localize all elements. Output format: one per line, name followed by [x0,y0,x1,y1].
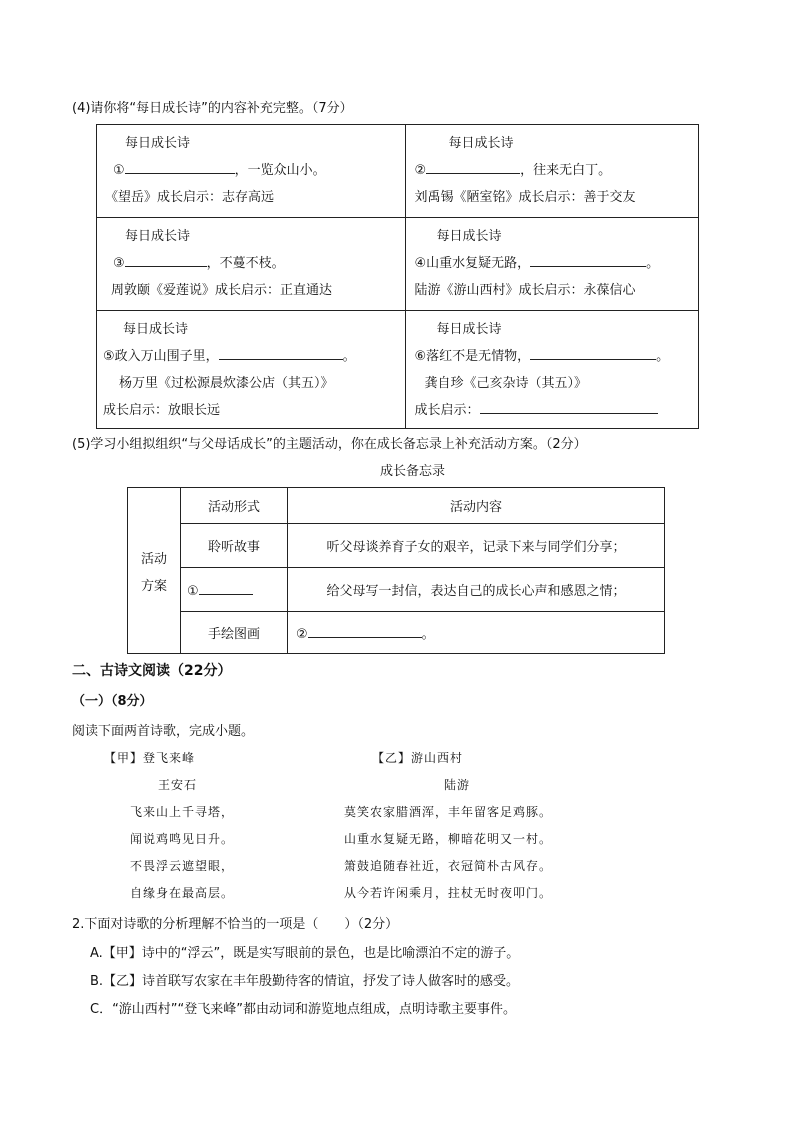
q2-stem: 2.下面对诗歌的分析理解不恰当的一项是（ ）（2分） [72,917,399,932]
label-line-1: 活动 [140,551,167,567]
form-cell: 手绘图画 [181,612,288,654]
answer-blank[interactable] [480,399,658,414]
poem-b-line: 箫鼓追随春社近，衣冠简朴古风存。 [344,859,553,873]
poem-line: ④山重水复疑无路， [414,256,531,271]
q4-prompt: (4)请你将“每日成长诗”的内容补充完整。（7分） [72,101,353,116]
growth-insight: 成长启示：放眼长远 [103,403,221,418]
poem-b-author: 陆游 [444,778,471,792]
cell-head: 每日成长诗 [448,136,514,151]
blank-number: ① [113,163,125,178]
answer-blank[interactable] [199,580,253,595]
q5-prompt: (5)学习小组拟组织“与父母话成长”的主题活动，你在成长备忘录上补充活动方案。（2分） [72,437,587,452]
poem-line: ，一览众山小。 [234,163,326,178]
content-cell: 听父母谈养育子女的艰辛，记录下来与同学们分享； [288,524,665,568]
poem-source: 龚自珍《己亥杂诗（其五）》 [424,376,587,391]
q2-option-b[interactable]: B.【乙】诗首联写农家在丰年殷勤待客的情谊，抒发了诗人做客时的感受。 [90,974,520,989]
poem-line-end: 。 [646,256,660,271]
content-end: 。 [421,627,435,642]
poem-cell-2 [406,125,698,217]
memo-table [127,487,665,654]
poem-line-end: 。 [342,349,356,364]
poem-a-author: 王安石 [158,778,198,792]
poem-a-line: 自缘身在最高层。 [130,886,235,900]
growth-insight: 周敦颐《爱莲说》成长启示：正直通达 [111,283,333,298]
poem-cell-3 [97,218,405,310]
content-cell [288,612,665,654]
col-header-form: 活动形式 [181,488,288,524]
answer-blank[interactable] [308,623,422,638]
poem-line-end: 。 [656,349,670,364]
growth-insight: 陆游《游山西村》成长启示：永葆信心 [414,283,636,298]
answer-blank[interactable] [219,345,343,360]
label-line-2: 方案 [140,578,167,594]
blank-number: ③ [113,256,125,271]
cell-head: 每日成长诗 [436,322,502,337]
growth-insight: 《望岳》成长启示：志存高远 [105,190,275,205]
answer-blank[interactable] [125,252,207,267]
activity-plan-label [128,488,181,654]
q2-option-c[interactable]: C．“游山西村”“登飞来峰”都由动词和游览地点组成，点明诗歌主要事件。 [90,1002,517,1017]
answer-blank[interactable] [530,252,646,267]
growth-insight: 成长启示： [414,403,480,418]
cell-head: 每日成长诗 [436,229,502,244]
memo-title: 成长备忘录 [380,464,446,479]
poem-b-line: 山重水复疑无路，柳暗花明又一村。 [344,832,553,846]
subsection-heading: （一）（8分） [72,694,153,709]
blank-number: ② [296,627,308,642]
growth-insight: 刘禹锡《陋室铭》成长启示：善于交友 [414,190,636,205]
poem-line: ，往来无白丁。 [520,163,612,178]
answer-blank[interactable] [530,345,656,360]
poem-b-title: 【乙】游山西村 [372,751,464,765]
poem-cell-6 [406,311,698,428]
blank-number: ① [187,584,199,599]
poem-a-line: 闻说鸡鸣见日升。 [130,832,235,846]
poem-cell-5 [97,311,405,428]
form-cell [181,568,288,612]
poem-cell-1 [97,125,405,217]
poem-b-line: 从今若许闲乘月，拄杖无时夜叩门。 [344,886,553,900]
form-cell: 聆听故事 [181,524,288,568]
reading-intro: 阅读下面两首诗歌，完成小题。 [72,724,255,739]
poem-source: 杨万里《过松源晨炊漆公店（其五）》 [119,376,334,391]
answer-blank[interactable] [125,159,235,174]
cell-head: 每日成长诗 [123,322,189,337]
poem-line: ⑤政入万山围子里， [103,349,219,364]
poem-line: ，不蔓不枝。 [206,256,285,271]
q2-option-a[interactable]: A.【甲】诗中的“浮云”，既是实写眼前的景色，也是比喻漂泊不定的游子。 [90,946,520,961]
col-header-content: 活动内容 [288,488,665,524]
blank-number: ② [414,163,427,178]
cell-head: 每日成长诗 [125,229,191,244]
growth-poem-table [96,124,699,429]
poem-cell-4 [406,218,698,310]
poem-line: ⑥落红不是无情物， [414,349,531,364]
cell-head: 每日成长诗 [125,136,191,151]
poem-a-line: 飞来山上千寻塔， [130,805,235,819]
poem-a-title: 【甲】登飞来峰 [104,751,196,765]
poem-a-line: 不畏浮云遮望眼， [130,859,235,873]
section-heading: 二、古诗文阅读（22分） [72,663,232,679]
poem-b-line: 莫笑农家腊酒浑，丰年留客足鸡豚。 [344,805,553,819]
content-cell: 给父母写一封信，表达自己的成长心声和感恩之情； [288,568,665,612]
answer-blank[interactable] [426,159,520,174]
